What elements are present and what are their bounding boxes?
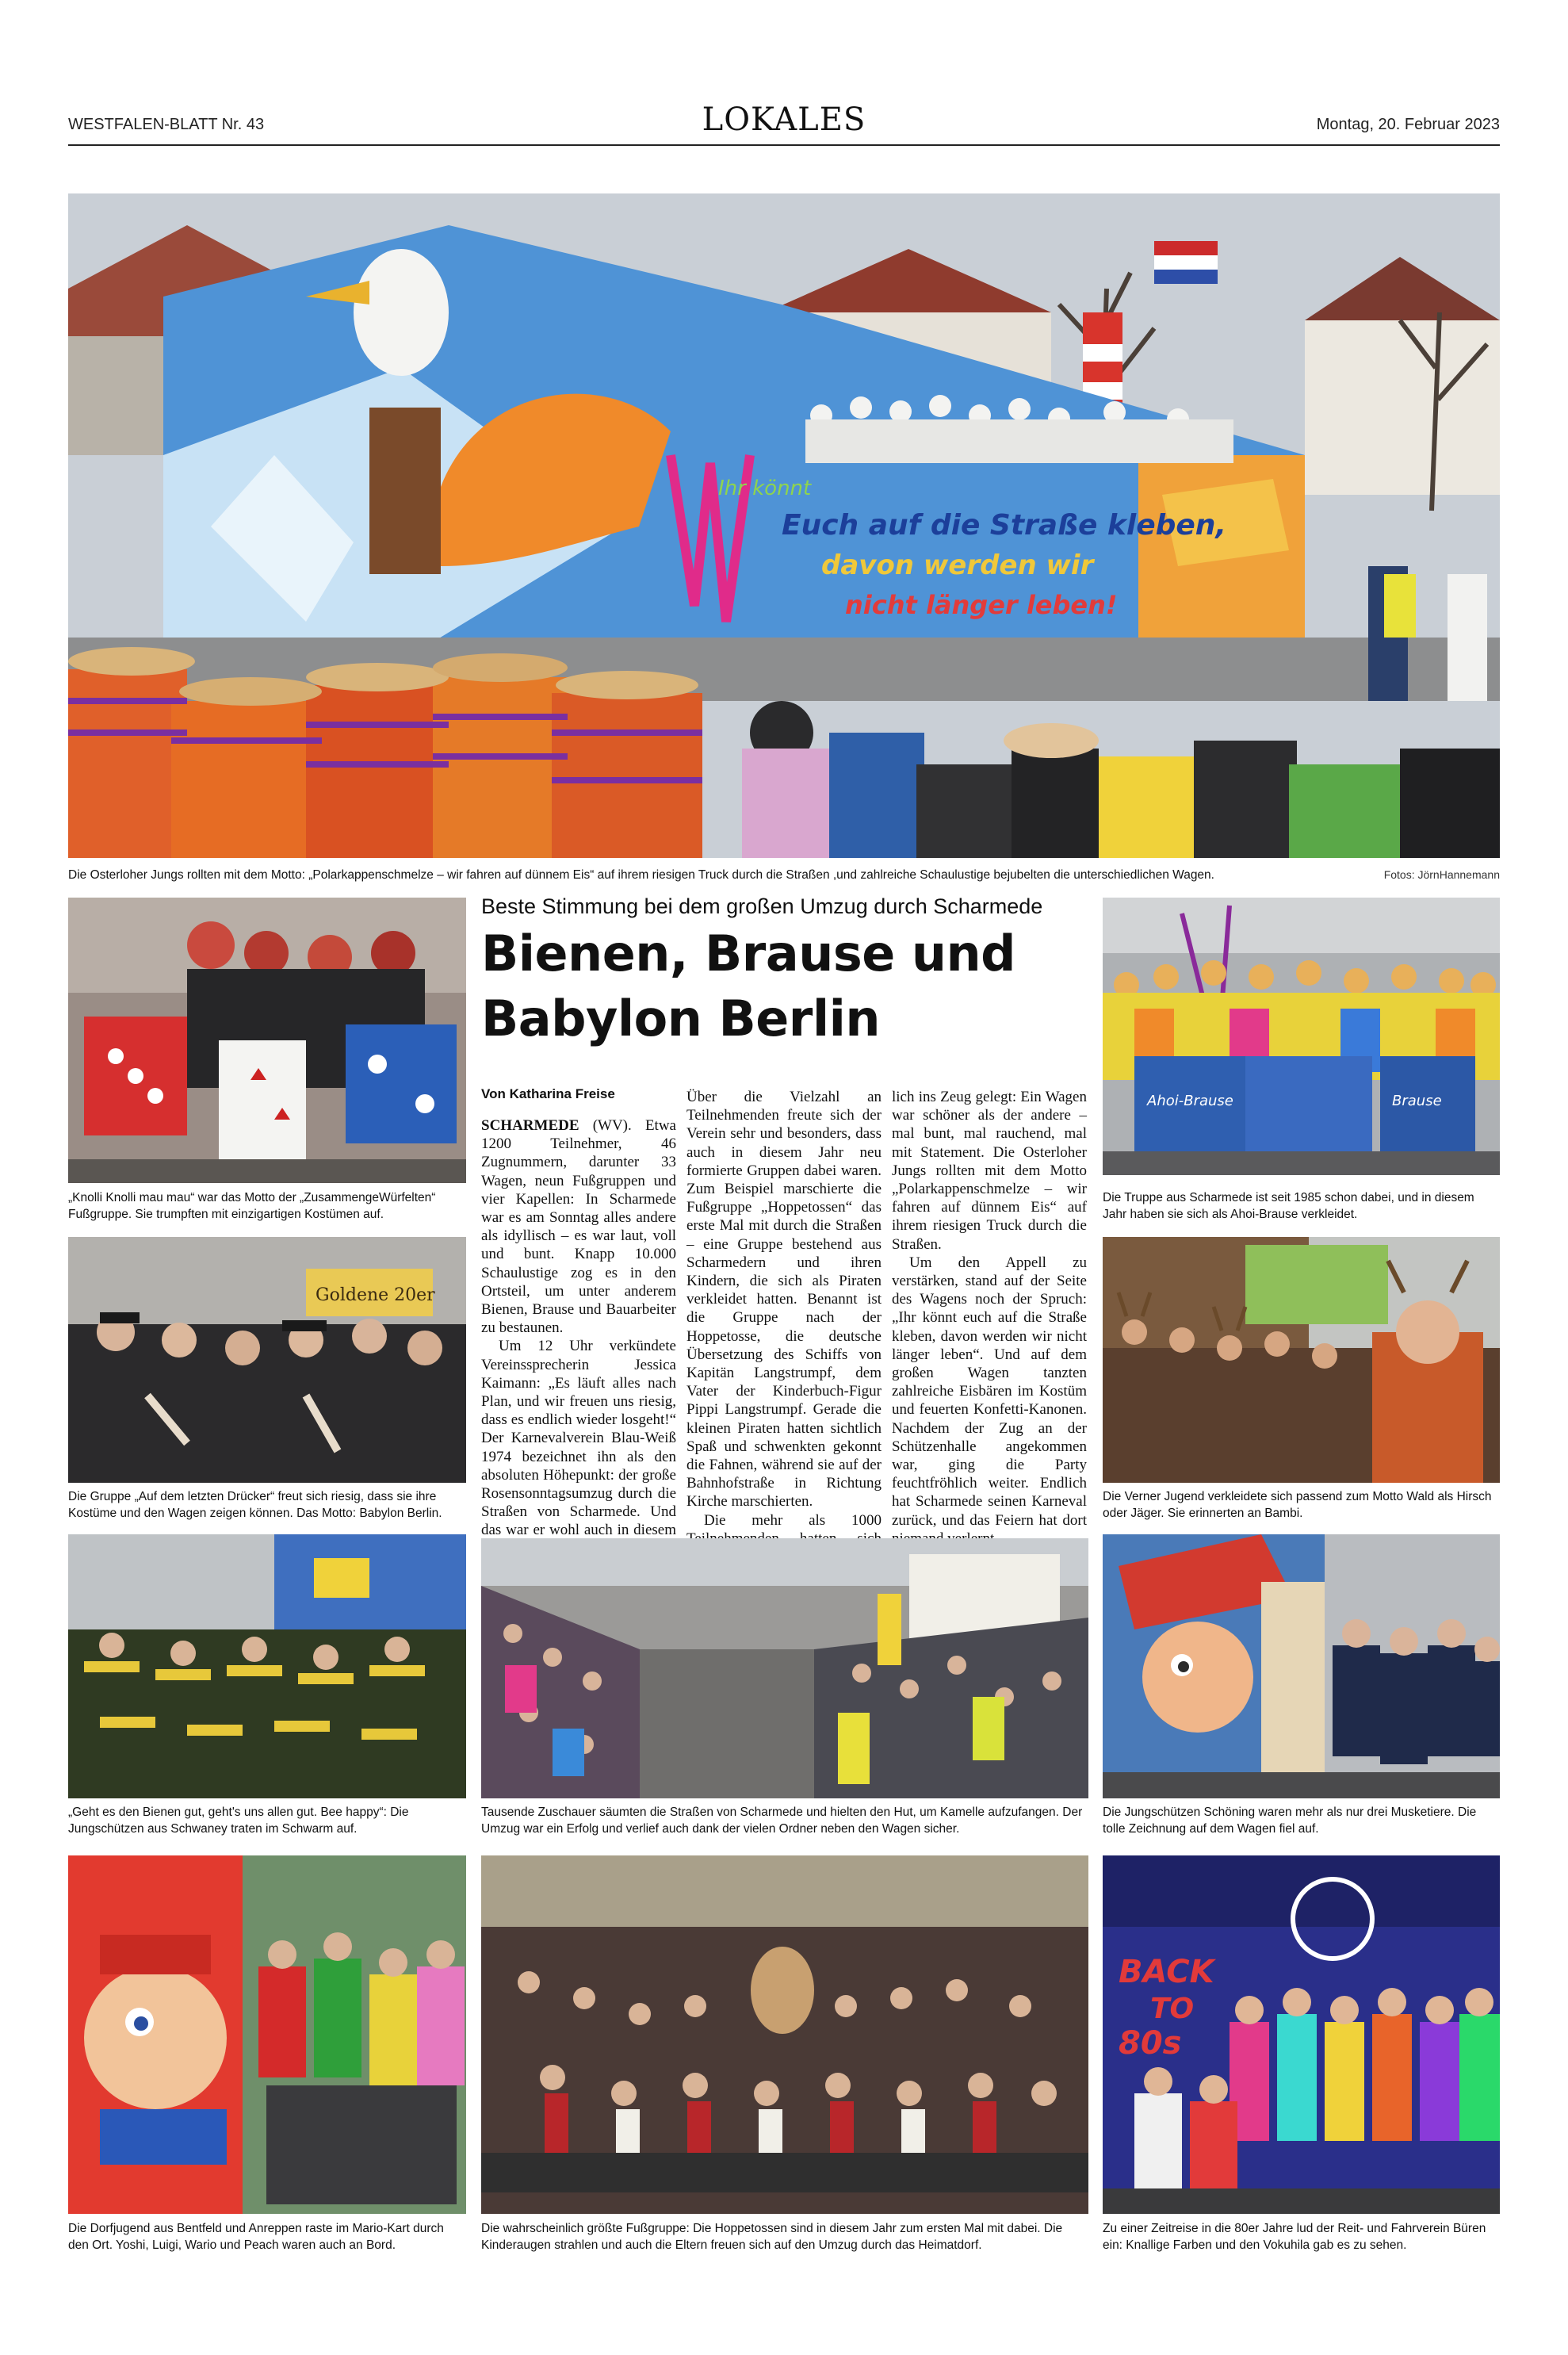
article-column-2 — [686, 1088, 882, 1566]
article-byline: Von Katharina Freise — [481, 1086, 615, 1101]
hero-photo — [68, 193, 1500, 858]
article-col1-p1: (WV). Etwa 1200 Teilnehmer, 46 Zugnummern, darunter 33 Wagen, neun Fußgruppen und vier Kapellen: In Scharmede war es am Sonntag alles andere als idyllisch – es war laut, voll und bunt. Knapp 10.000 Schaulustige zog es in den Ortsteil, um unter anderem Bienen, Brause und Bauarbeiter zu bestaunen. — [481, 1117, 676, 1337]
photo-bienen-group — [68, 1534, 466, 1798]
publication-name: WESTFALEN-BLATT Nr. 43 — [68, 116, 265, 133]
photo-crowd-street — [481, 1538, 1088, 1798]
caption-knolli: „Knolli Knolli mau mau“ war das Motto der „ZusammengeWürfelten“ Fußgruppe. Sie trumpften mit einzigartigen Kostümen auf. — [68, 1191, 436, 1221]
photo-hoppetossen-group — [481, 1855, 1088, 2214]
issue-date: Montag, 20. Februar 2023 — [1316, 116, 1500, 133]
caption-druecker: Die Gruppe „Auf dem letzten Drücker“ freut sich riesig, dass sie ihre Kostüme und den Wagen zeigen können. Das Motto: Babylon Berlin. — [68, 1490, 442, 1520]
brause-box-label: Brause — [1392, 1093, 1442, 1109]
photo-druecker-group — [68, 1237, 466, 1483]
article-col3-p1: lich ins Zeug gelegt: Ein Wagen war schöner als der andere – mal bunt, mal rauchend, mal mit Statement. Die Osterloher Jungs rollten mit dem Motto „Polarkappenschmelze – wir fahren auf dünnem Eis“ auf ihrem riesigen Truck durch die Straßen. — [892, 1089, 1087, 1253]
caption-ahoi: Die Truppe aus Scharmede ist seit 1985 schon dabei, und in diesem Jahr haben sie sich als Ahoi-Brause verkleidet. — [1103, 1191, 1474, 1221]
caption-80er: Zu einer Zeitreise in die 80er Jahre lud der Reit- und Fahrverein Büren ein: Knallige Farben und den Vokuhila gab es zu sehen. — [1103, 2222, 1486, 2252]
photo-knolli-group — [68, 898, 466, 1183]
article-kicker: Beste Stimmung bei dem großen Umzug durch Scharmede — [481, 894, 1043, 918]
caption-hoppetossen: Die wahrscheinlich größte Fußgruppe: Die Hoppetossen sind in diesem Jahr zum ersten Mal mit dabei. Die Kinderaugen strahlen und auch die Eltern freuen sich auf den Umzug durch das Heimatdorf. — [481, 2222, 1063, 2252]
caption-mario: Die Dorfjugend aus Bentfeld und Anreppen raste im Mario-Kart durch den Ort. Yoshi, Luigi, Wario und Peach waren auch an Bord. — [68, 2222, 444, 2252]
article-column-1 — [481, 1116, 676, 1558]
wagon-text-to: TO — [1150, 1993, 1195, 2025]
article-headline: Bienen, Brause und Babylon Berlin — [481, 925, 1016, 1047]
caption-verner: Die Verner Jugend verkleidete sich passend zum Motto Wald als Hirsch oder Jäger. Sie erinnerten an Bambi. — [1103, 1490, 1492, 1520]
caption-bienen: „Geht es den Bienen gut, geht's uns allen gut. Bee happy“: Die Jungschützen aus Schwaney traten im Schwarm auf. — [68, 1806, 409, 1836]
wagon-text-80s: 80s — [1119, 2025, 1182, 2062]
caption-crowd: Tausende Zuschauer säumten die Straßen von Scharmede und hielten den Hut, um Kamelle aufzufangen. Der Umzug war ein Erfolg und verlief auch dank der vielen Ordner neben den Wagen sicher. — [481, 1806, 1083, 1836]
druecker-sign: Goldene 20er — [316, 1285, 435, 1305]
truck-slogan-line-3: davon werden wir — [821, 550, 1094, 581]
truck-slogan-line-2: Euch auf die Straße kleben, — [782, 509, 1227, 542]
photo-verner-group — [1103, 1237, 1500, 1483]
photo-credit: Fotos: JörnHannemann — [1383, 868, 1500, 881]
hero-caption: Die Osterloher Jungs rollten mit dem Motto: „Polarkappenschmelze – wir fahren auf dünnem Eis“ auf ihrem riesigen Truck durch die Straßen ,und zahlreiche Schaulustige bejubelten die unterschiedlichen Wagen. — [68, 868, 1214, 882]
section-title: LOKALES — [702, 101, 866, 138]
article-dateline: SCHARMEDE — [481, 1117, 579, 1134]
ahoi-box-label: Ahoi-Brause — [1147, 1093, 1233, 1109]
article-col2-p1: Über die Vielzahl an Teilnehmenden freute sich der Verein sehr und besonders, dass auch in diesem Jahr neu formierte Gruppen dabei waren. Zum Beispiel marschierte die Fußgruppe „Hoppetossen“ das erste Mal mit durch die Straßen – eine Gruppe bestehend aus Scharmedern und ihren Kindern, die sich als Piraten verkleidet hatten. Benannt ist die Gruppe nach der Hoppetosse, die deutsche Übersetzung des Schiffs von Kapitän Langstrumpf, dem Vater der Kinderbuch-Figur Pippi Langstrumpf. Gerade die kleinen Piraten hatten sichtlich Spaß und schwenkten gekonnt die Fahnen, während sie auf der Bahnhofstraße in Richtung Kirche marschierten. — [686, 1089, 882, 1511]
photo-ahoi-brause-group — [1103, 898, 1500, 1175]
header-rule — [68, 144, 1500, 146]
truck-slogan-line-1: Ihr könnt — [718, 477, 812, 500]
photo-mario-group — [68, 1855, 466, 2214]
truck-slogan-line-4: nicht länger leben! — [845, 590, 1118, 620]
caption-musketiere: Die Jungschützen Schöning waren mehr als nur drei Musketiere. Die tolle Zeichnung auf dem Wagen fiel auf. — [1103, 1806, 1477, 1836]
article-column-3 — [892, 1088, 1087, 1548]
photo-80er-group — [1103, 1855, 1500, 2214]
article-col3-p2: Um den Appell zu verstärken, stand auf der Seite des Wagens noch der Spruch: „Ihr könnt euch auf die Straße kleben, davon werden wir nicht länger leben“. Und auf dem großen Wagen tanzten zahlreiche Eisbären im Kostüm und feuerten Konfetti-Kanonen. Nachdem der Zug an der Schützenhalle angekommen war, ging die Party feuchtfröhlich weiter. Endlich hat Scharmede seinen Karneval zurück, und das Feiern hat dort — [892, 1254, 1087, 1529]
article-col2-p2: Die mehr als 1000 — [704, 1511, 882, 1529]
photo-musketiere-group — [1103, 1534, 1500, 1798]
article-col1-p2: Um 12 Uhr verkündete Vereinssprecherin Jessica Kaimann: „Es läuft alles nach Plan, und wir freuen uns riesig, dass es endlich wieder losgeht!“ Der Karnevalverein Blau-Weiß 1974 bezeichnet ihn als den absoluten Höhepunkt: der große Rosensonntagsumzug durch die Straßen von Scharmede. Und das war er wohl auch in diesem — [481, 1338, 676, 1539]
wagon-text-back: BACK — [1119, 1954, 1214, 1990]
